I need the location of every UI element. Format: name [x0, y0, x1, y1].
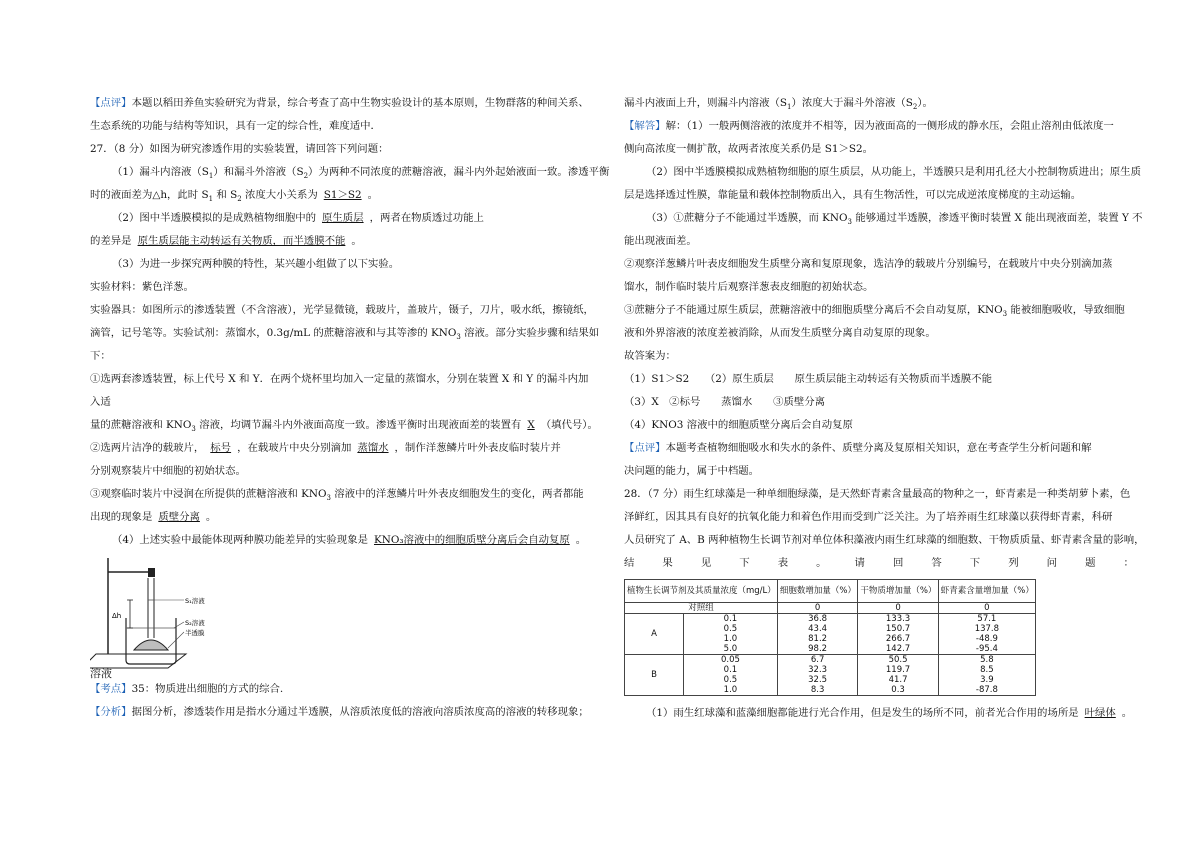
answer-blank: X	[527, 419, 535, 431]
text-line: 分别观察装片中细胞的初始状态。	[90, 465, 246, 477]
table-row: 5.0 98.2 142.7 -95.4	[625, 644, 1036, 655]
text-line: ①选两套渗透装置，标上代号 X 和 Y．在两个烧杯里均加入一定量的蒸馏水，分别在装置 X 和 Y 的漏斗内加	[90, 373, 589, 385]
table-header: 细胞数增加量（%）	[777, 580, 857, 603]
answer-blank: KNO₃溶液中的细胞质壁分离后会自动复原	[373, 534, 570, 546]
answer-blank: 蒸馏水	[357, 442, 389, 454]
s1-label: S₁溶液	[185, 597, 205, 605]
text-line: 馏水，制作临时装片后观察洋葱表皮细胞的初始状态。	[624, 281, 874, 293]
kaodian-paragraph: 【考点】35：物质进出细胞的方式的综合.	[90, 683, 284, 695]
table-row: 1.0 81.2 266.7 -48.9	[625, 634, 1036, 644]
table-row: 0.5 32.5 41.7 3.9	[625, 675, 1036, 685]
table-header: 植物生长调节剂及其质量浓度（mg/L）	[625, 580, 778, 603]
answer-blank: 叶绿体	[1084, 707, 1116, 719]
text-line: ③观察临时装片中浸润在所提供的蔗糖溶液和 $KNO_3$ 溶液中的洋葱鳞片叶外表皮细胞发生的变化，两者都能	[90, 488, 584, 503]
text-line: 出现的现象是 质壁分离 。	[90, 511, 217, 523]
text-line: 下：	[90, 350, 111, 362]
figure-caption: 溶液	[90, 667, 112, 680]
spread-line: 结 果 见 下 表 。 请 回 答 下 列 问 题 ：	[624, 557, 1134, 569]
text-line: 决问题的能力，属于中档题。	[624, 465, 760, 477]
answer-line: （4）KNO3 溶液中的细胞质壁分离后会自动复原	[624, 419, 853, 431]
text-line: 滴管，记号笔等。实验试剂：蒸馏水，0.3g/mL 的蔗糖溶液和与其等渗的 $KNO_3$ 溶液。部分实验步骤和结果如	[90, 327, 600, 342]
table-row: A 0.1 36.8 133.3 57.1	[625, 614, 1036, 625]
text-line: 量的蔗糖溶液和 $KNO_3$ 溶液，均调节漏斗内外液面高度一致。渗透平衡时出现液面差的装置有 X （填代号）。	[90, 419, 598, 434]
text-line: ②选两片洁净的载玻片， 标号 ，在载玻片中央分别滴加 蒸馏水 ，制作洋葱鳞片叶外表皮临时装片并	[90, 442, 561, 454]
membrane-label: 半透膜	[185, 629, 205, 637]
answer-line: （3）X ②标号 蒸馏水 ③质壁分离	[624, 396, 826, 408]
text-line: 人员研究了 A、B 两种植物生长调节剂对单位体积藻液内雨生红球藻的细胞数、干物质质量、虾青素含量的影响，	[624, 534, 1145, 546]
text-line: 实验材料：紫色洋葱。	[90, 281, 194, 293]
jieda-paragraph: 【解答】解：（1）一般两侧溶液的浓度并不相等，因为液面高的一侧形成的静水压，会阻止溶剂由低浓度一	[624, 120, 1114, 132]
answer-blank: 质壁分离	[158, 511, 200, 523]
s2-label: S₂溶液	[185, 619, 205, 627]
table-header: 干物质增加量（%）	[858, 580, 938, 603]
fenxi-paragraph: 【分析】据图分析，渗透装作用是指水分通过半透膜，从溶质浓度低的溶液向溶质浓度高的溶液的转移现象；	[90, 706, 589, 718]
comment-paragraph: 【点评】本题以稻田养鱼实验研究为背景，综合考查了高中生物实验设计的基本原则，生物群落的种间关系、	[90, 97, 589, 109]
text-line: 泽鲜红，因其具有良好的抗氧化能力和着色作用而受到广泛关注。为了培养雨生红球藻以获得虾青素，科研	[624, 511, 1113, 523]
q27-part4: （4）上述实验中最能体现两种膜功能差异的实验现象是 KNO₃溶液中的细胞质壁分离后会自动复原 。	[112, 534, 587, 546]
text-line: 侧向高浓度一侧扩散，故两者浓度关系仍是 S1＞S2。	[624, 143, 873, 155]
text-line: 层是选择透过性膜，靠能量和载体控制物质出入，具有生物活性，可以完成逆浓度梯度的主动运输。	[624, 189, 1082, 201]
text-line: ③蔗糖分子不能通过原生质层，蔗糖溶液中的细胞质壁分离后不会自动复原，$KNO_3$ 能被细胞吸收，导致细胞	[624, 304, 1125, 319]
text-line: 能出现液面差。	[624, 235, 697, 247]
q27-part2-cont: 的差异是 原生质层能主动转运有关物质，而半透膜不能 。	[90, 235, 362, 247]
table-row: 1.0 8.3 0.3 -87.8	[625, 685, 1036, 696]
text-line: 液和外界溶液的浓度差被消除，从而发生质壁分离自动复原的现象。	[624, 327, 936, 339]
comment-tag: 【点评】	[90, 97, 132, 109]
answer-line: （1）S1＞S2 （2）原生质层 原生质层能主动转运有关物质而半透膜不能	[624, 373, 992, 385]
left-column	[90, 92, 610, 724]
question-28-title: 28．（7 分）雨生红球藻是一种单细胞绿藻，是天然虾青素含量最高的物种之一，虾青素是一种类胡萝卜素，色	[624, 488, 1131, 500]
right-column	[624, 92, 1145, 725]
osmosis-diagram	[90, 556, 220, 676]
text-line: 漏斗内液面上升，则漏斗内溶液$(S_1)$浓度大于漏斗外溶液$(S_2)$。	[624, 97, 933, 112]
dianping-paragraph: 【点评】本题考查植物细胞吸水和失水的条件、质壁分离及复原相关知识，意在考查学生分析问题和解	[624, 442, 1092, 454]
table-header: 虾青素含量增加量（%）	[938, 580, 1035, 603]
data-table	[624, 579, 1036, 696]
answer-blank: S1＞S2	[323, 189, 362, 201]
q27-part1-cont: 时的液面差为△h，此时 $S_1$ 和 $S_2$ 浓度大小关系为 S1＞S2 。	[90, 189, 378, 204]
q27-part1: （1）漏斗内溶液$(S_1)$和漏斗外溶液$(S_2)$为两种不同浓度的蔗糖溶液，漏斗内外起始液面一致。渗透平衡	[112, 166, 610, 181]
osmosis-apparatus-figure	[90, 556, 600, 680]
table-row: 对照组 0 0 0	[625, 603, 1036, 614]
table-header-row	[625, 580, 1036, 603]
table-row: B 0.05 6.7 50.5 5.8	[625, 655, 1036, 666]
text-line: ②观察洋葱鳞片叶表皮细胞发生质壁分离和复原现象，选洁净的载玻片分别编号，在载玻片中央分别滴加蒸	[624, 258, 1113, 270]
answer-blank: 原生质层	[322, 212, 364, 224]
question-27-title: 27．（8 分）如图为研究渗透作用的实验装置，请回答下列问题：	[90, 143, 389, 155]
text-line: （3）①蔗糖分子不能通过半透膜，而 $KNO_3$ 能够通过半透膜，渗透平衡时装置 X 能出现液面差，装置 Y 不	[646, 212, 1143, 227]
answer-blank: 原生质层能主动转运有关物质，而半透膜不能	[137, 235, 346, 247]
text-line: 入适	[90, 396, 111, 408]
dh-label: Δh	[112, 612, 122, 620]
q27-part3: （3）为进一步探究两种膜的特性，某兴趣小组做了以下实验。	[112, 258, 400, 270]
answer-blank: 标号	[210, 442, 232, 454]
text-line: （2）图中半透膜模拟成熟植物细胞的原生质层，从功能上，半透膜只是利用孔径大小控制物质进出；原生质	[646, 166, 1141, 178]
text-line: 生态系统的功能与结构等知识，具有一定的综合性，难度适中．	[90, 120, 381, 132]
table-row: 0.1 32.3 119.7 8.5	[625, 665, 1036, 675]
text-line: 故答案为：	[624, 350, 676, 362]
text-line: 实验器具：如图所示的渗透装置（不含溶液），光学显微镜，载玻片，盖玻片，镊子，刀片，吸水纸，擦镜纸，	[90, 304, 594, 316]
q28-part1: （1）雨生红球藻和蓝藻细胞都能进行光合作用，但是发生的场所不同，前者光合作用的场所是 叶绿体 。	[646, 707, 1133, 719]
q27-part2: （2）图中半透膜模拟的是成熟植物细胞中的 原生质层 ，两者在物质透过功能上	[112, 212, 484, 224]
table-row: 0.5 43.4 150.7 137.8	[625, 624, 1036, 634]
